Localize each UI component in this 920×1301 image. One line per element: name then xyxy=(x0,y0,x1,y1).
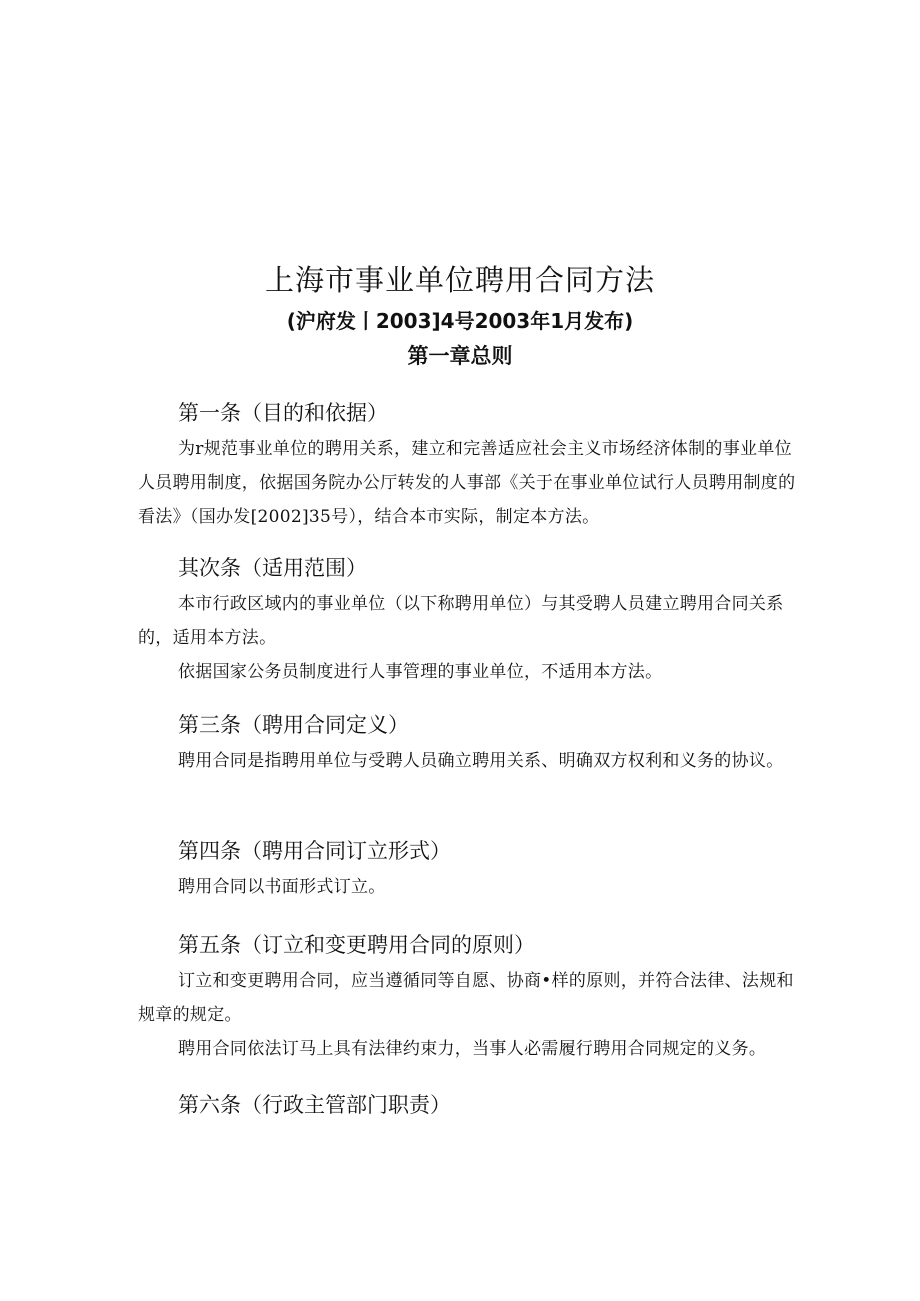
article-paragraph: 本市行政区域内的事业单位（以下称聘用单位）与其受聘人员建立聘用合同关系的，适用本方法。 xyxy=(138,594,784,648)
document-subtitle: (沪府发丨2003]4号2003年1月发布) xyxy=(286,309,634,333)
article-paragraph: 依据国家公务员制度进行人事管理的事业单位，不适用本方法。 xyxy=(178,662,663,682)
article-5 xyxy=(138,930,798,1066)
article-6 xyxy=(138,1090,798,1124)
article-1 xyxy=(138,398,798,534)
article-paragraph: 聘用合同以书面形式订立。 xyxy=(178,877,386,897)
article-heading: 第四条（聘用合同订立形式） xyxy=(178,839,451,863)
article-2 xyxy=(138,553,798,689)
article-paragraph: 为r规范事业单位的聘用关系，建立和完善适应社会主义市场经济体制的事业单位人员聘用制度，依据国务院办公厅转发的人事部《关于在事业单位试行人员聘用制度的看法》（国办发[2002]35号），结合本市实际，制定本方法。 xyxy=(138,439,796,527)
article-paragraph: 订立和变更聘用合同，应当遵循同等自愿、协商•样的原则，并符合法律、法规和规章的规定。 xyxy=(138,971,794,1025)
article-4 xyxy=(138,836,798,904)
article-heading: 其次条（适用范围） xyxy=(178,556,367,580)
document-title: 上海市事业单位聘用合同方法 xyxy=(264,263,655,297)
article-paragraph: 聘用合同依法订马上具有法律约束力，当事人必需履行聘用合同规定的义务。 xyxy=(178,1039,767,1059)
chapter-heading: 第一章总则 xyxy=(407,344,513,368)
article-heading: 第六条（行政主管部门职责） xyxy=(178,1093,451,1117)
article-heading: 第三条（聘用合同定义） xyxy=(178,713,409,737)
article-heading: 第五条（订立和变更聘用合同的原则） xyxy=(178,933,535,957)
article-3 xyxy=(138,710,798,778)
article-paragraph: 聘用合同是指聘用单位与受聘人员确立聘用关系、明确双方权利和义务的协议。 xyxy=(178,751,784,771)
article-heading: 第一条（目的和依据） xyxy=(178,401,388,425)
